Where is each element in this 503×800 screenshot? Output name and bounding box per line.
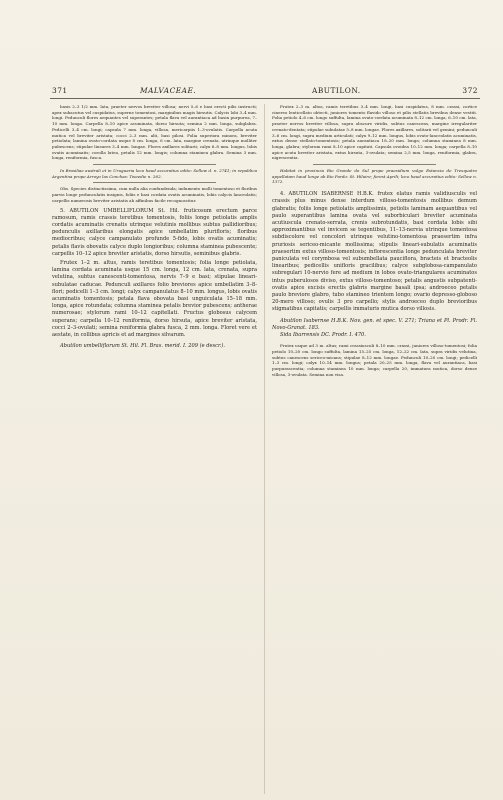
left-observation: Obs. Species distinctissima, cum nulla alia confundenda; indumento molli tomentoso et floribus parvis longe pedunculatis insignis, foliis e basi cordata ovatis acuminatis, lobis calycis lanceolatis; carpellis numerosis breviter aristatis ab affinibus facile recognoscitur.	[52, 186, 257, 203]
left-distribution: In Brasiliae australi et in Uruguaria loco haud accuratius edito: Sellow d. n. 2741; in republica Argentina prope Arroyo las Conchas: Tweedie n. 262.	[52, 168, 257, 179]
header-title-right: ABUTILON.	[312, 86, 361, 95]
left-column	[52, 104, 257, 350]
right-citation-2: Sida Ibarrensis DC. Prodr. I. 470.	[280, 332, 366, 338]
right-top-description: Frutex 2–3 m. altus, ramis teretibus 3–4 mm. longi, basi cuspidatus, 8 mm. crassi, cortice cinereo lenticellato obtecti, juniores tomento flavido villoso et pilis stellatis brevibus dense vestiti. Folia petiolo 4–6 cm. longo suffulta, lamina ovato-cordata acuminata 8–12 cm. longa, 6–10 cm. lata, praeter nervos breviter villosa, supra obscure viridis, subtus canescens, margine irregulariter crenato-dentata; stipulae subulatae 5–8 mm. longae. Flores axillares, solitarii vel gemini; pedunculi 3–6 cm. longi, supra medium articulati; calyx 9–12 mm. longus, lobis ovato-lanceolatis acuminatis, extus dense stellato-tomentosis; petala aurantiaca 18–20 mm. longa; columna staminea 8 mm. longa, glabra; stylorum rami 8–10 apice capitati. Capsula ovoidea 10–12 mm. longa; carpella 8–10 apice acuta breviter aristata, extus hirsuta, 3-ovulata; semina 2,5 mm. longa, reniformia, glabra, nigrescentia.	[272, 104, 477, 161]
separator	[93, 164, 216, 165]
right-distribution: Habitat in provincia Rio Grande do Sul prope praesidium vulgo Estancia de Tresquatro appellatam haud longe ab Rio Pardo: St. Hilaire; forest Aprili; loco haud accuratius edito: Sellow n. 1372.	[272, 168, 477, 185]
right-species-diagnosis: 4. ABUTILON ISABERNSE H.B.K. frutex elatus ramis validiusculis vel crassis plus minus dense interdum villoso-tomentosis mollibus demum glabratis; foliis longe petiolatis amplissimis, petiolis laminam aequantibus vel paulo superantibus lamina ovata vel suborbiculari breviter acuminata acutiuscula crenato-serrata, crenis subrotundatis, basi cordata lobis sibi approximantibus vel invicem se tegentibus, 11–13-nervia utrinque tomentosa subdiscolore vel concolori utrinque velutino-tomentosa praesertim infra pruriosis sericeo-micante mollissima; stipulis lineari-subulatis acuminatis praesertim extus villoso-tomentosis; inflorescentia longe pedunculata breviter paniculata vel corymbosa vel subumbellata pauciflora, bracteis et bracteolis linearibus; pedicellis unifloris gracilibus; calyce subglobosa-campanulato subregulari 10-nervio fere ad medium in lobos ovato-triangulares acuminatos intus puberulosos diviso, extus villoso-tomentoso; petalis angustis subpatenti-ovatis apice excisis erectis glabris margine basali ipsa; androeceo petalis paulo breviore glabro, tubo stamineo trientem longo; ovario depresso-globoso 20-mero villoso; ovulis 3 pro carpello; stylis androeceo duplo brevioribus stigmatibus capitatis; carpellis immaturis mutica dorso villosis.	[272, 191, 477, 313]
left-species-description: Frutex 1–2 m. altus, ramis teretibus tomentosis; folia longe petiolata, lamina cordata acuminata usque 15 cm. longa, 12 cm. lata, crenata, supra velutina, subtus canescenti-tomentosa, nervis 7–9 e basi; stipulae lineari-subulatae caducae. Pedunculi axillares folio breviores apice umbellatim 3–8-flori; pedicelli 1–3 cm. longi; calyx campanulatus 8–10 mm. longus, lobis ovatis acuminatis tomentosis; petala flava obovata basi unguiculata 15–18 mm. longa, apice rotundata; columna staminea petalis brevior pubescens; antherae numerosae; stylorum rami 10–12 capitellati. Fructus globosus calycem superans; carpella 10–12 reniformia, dorso hirsuta, apice breviter aristata, cocci 2–3-ovulati; semina reniformia glabra fusca, 2 mm. longa. Floret vere et aestate, in collibus apricis et ad margines silvarum.	[52, 259, 257, 338]
separator	[93, 182, 216, 183]
page-number-right: 372	[462, 86, 478, 95]
column-gutter	[264, 104, 265, 794]
right-species-description: Frutex usque ad 3 m. altus; rami crassiusculi 8–10 mm. crassi, juniores villoso-tomentosi; folia petiolo 10–20 cm. longo suffulta, lamina 15–25 cm. longa, 12–22 cm. lata, supra viridis velutina, subtus canescens sericeo-micans; stipulae 8–12 mm. longae. Pedunculi 10–20 cm. longi; pedicelli 1–3 cm. longi; calyx 10–14 mm. longus; petala 20–25 mm. longa, flava vel aurantiaca, basi purpurascentia; columna staminea 10 mm. longa; carpella 20, immatura mutica, dorso dense villosa, 3-ovulata. Semina non visa.	[272, 343, 477, 377]
right-citation-1: Abutilon Isabernse H.B.K. Nov. gen. et spec. V. 271; Triana et Pl. Prodr. Fl. Novo-Granat. 183.	[272, 317, 477, 331]
left-species-diagnosis: 5. ABUTILON UMBELLIFLORUM St. Hil. fruticosum erectum parce ramosum, ramis crassis teretibus tomentosis, foliis longe petiolatis amplis cordatis acuminatis crenatis utrinque velutinis mollibus subtus pallidioribus; pedunculis axillaribus elongatis apice umbellatim plurifloris; floribus mediocribus; calyce campanulato profunde 5-fido, lobis ovatis acuminatis; petalis flavis obovatis calyce duplo longioribus; columna staminea pubescente; carpellis 10–12 apice breviter aristatis, dorso hirsutis, seminibus glabris.	[52, 207, 257, 257]
separator	[313, 164, 436, 165]
left-top-description: basis 2–3 1/2 mm. lata, praeter nervos breviter villosa; nervi 5–6 e basi erecti pilis instructi; apex subacutus vel cuspidatus, superne tomentosi, marginibus magis hirsutis. Calycis lobi 3–4 mm. longi. Pedunculi flores aequantes vel superantes; petala flava vel aurantiaca ad basin purpurea, 7–10 mm. longa. Carpella 8–10 apice acuminata, dorso hirsuta; semina 2 mm. longa, subglabra. Pedicelli 3–4 cm. longi; capsula 7 mm. longa, villosa, mericarpiis 1–3-ovulatis. Carpella acuta mutica vel breviter aristata; cocci 2–3 mm. alti, basi pilosi. Folia superiora minora, breviter petiolata; lamina ovato-cordata usque 8 cm. longa, 6 cm. lata, margine crenata, utrinque molliter pubescens; stipulae lineares 3–4 mm. longae. Flores axillares solitarii; calyx 6–8 mm. longus, lobis ovatis acuminatis; corolla lutea, petalis 12 mm. longis; columna staminea glabra. Semina 3 mm. longa, reniformia, fusca.	[52, 104, 257, 161]
left-citation: Abutilon umbelliflorum St. Hil. Fl. Bras. merid. I. 209 (e descr.).	[60, 343, 226, 350]
page-number-left: 371	[52, 86, 68, 95]
header-rule	[50, 98, 480, 99]
right-column	[272, 104, 477, 377]
header-title-left: MALVACEAE.	[140, 86, 197, 95]
